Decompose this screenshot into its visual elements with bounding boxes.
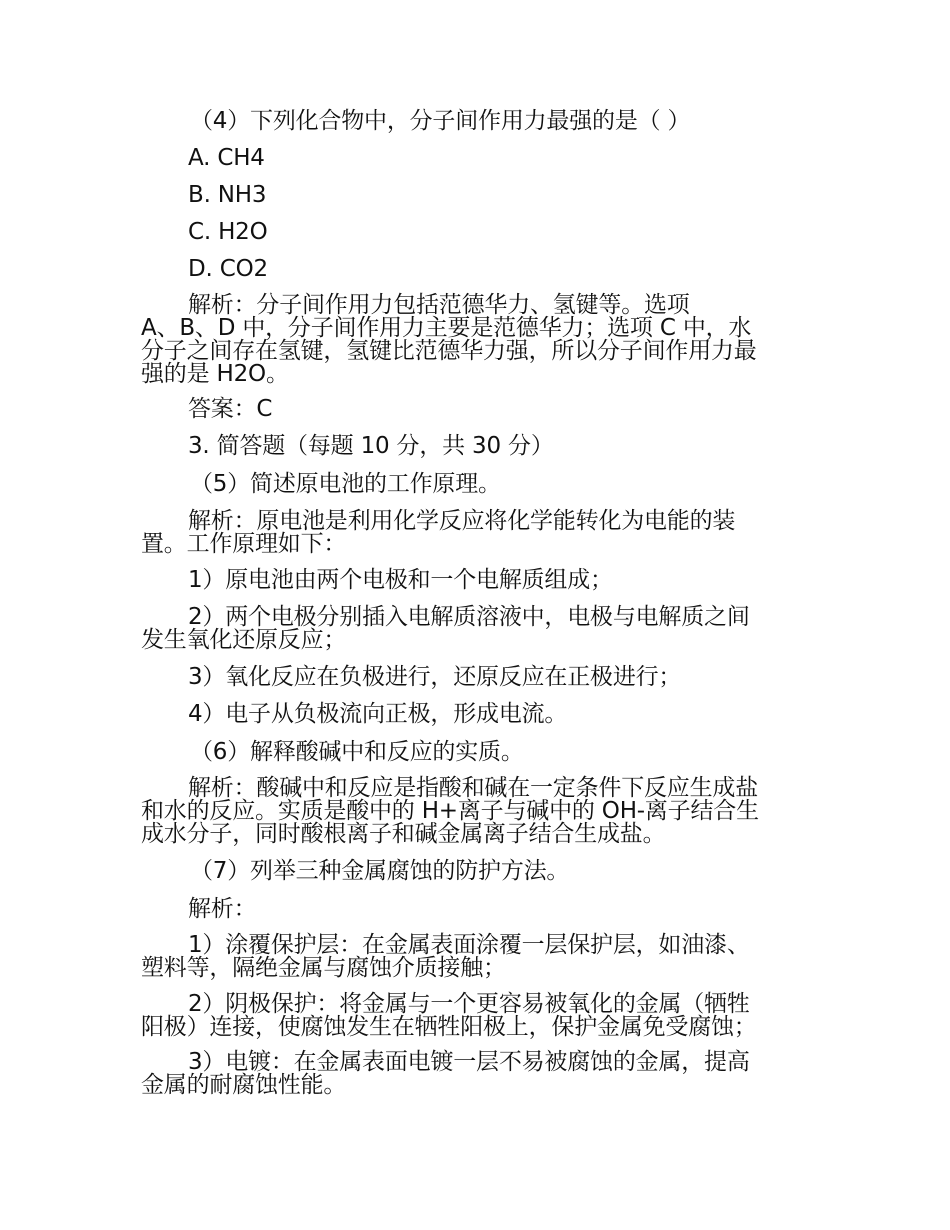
q7-point-1-line-1: 1）涂覆保护层：在金属表面涂覆一层保护层，如油漆、 (188, 932, 750, 958)
q6-question: （6）解释酸碱中和反应的实质。 (190, 739, 524, 765)
q5-analysis-line-2: 置。工作原理如下： (141, 531, 347, 557)
q7-analysis-label: 解析： (188, 896, 257, 922)
q4-question: （4）下列化合物中，分子间作用力最强的是（ ） (190, 108, 691, 134)
q7-question: （7）列举三种金属腐蚀的防护方法。 (190, 858, 570, 884)
q5-point-1: 1）原电池由两个电极和一个电解质组成； (188, 567, 613, 593)
q6-analysis-line-2: 和水的反应。实质是酸中的 H+离子与碱中的 OH-离子结合生 (141, 798, 759, 824)
q6-analysis-line-1: 解析：酸碱中和反应是指酸和碱在一定条件下反应生成盐 (188, 775, 759, 801)
q4-option-d: D. CO2 (188, 256, 268, 282)
q4-option-c: C. H2O (188, 219, 268, 245)
q7-point-2-line-2: 阳极）连接，使腐蚀发生在牺牲阳极上，保护金属免受腐蚀； (141, 1014, 757, 1040)
q5-question: （5）简述原电池的工作原理。 (190, 471, 501, 497)
q4-analysis-line-3: 分子之间存在氢键，氢键比范德华力强，所以分子间作用力最 (141, 338, 757, 364)
q4-analysis-line-1: 解析：分子间作用力包括范德华力、氢键等。选项 (188, 292, 690, 318)
q7-point-1-line-2: 塑料等，隔绝金属与腐蚀介质接触； (141, 955, 506, 981)
section-heading: 3. 简答题（每题 10 分，共 30 分） (188, 433, 554, 459)
q7-point-2-line-1: 2）阴极保护：将金属与一个更容易被氧化的金属（牺牲 (188, 991, 750, 1017)
q5-analysis-line-1: 解析：原电池是利用化学反应将化学能转化为电能的装 (188, 508, 736, 534)
q5-point-2-line-1: 2）两个电极分别插入电解质溶液中，电极与电解质之间 (188, 604, 750, 630)
q5-point-2-line-2: 发生氧化还原反应； (141, 627, 347, 653)
q4-analysis-line-2: A、B、D 中，分子间作用力主要是范德华力；选项 C 中，水 (141, 315, 752, 341)
q4-answer: 答案：C (188, 396, 273, 422)
q6-analysis-line-3: 成水分子，同时酸根离子和碱金属离子结合生成盐。 (141, 821, 666, 847)
q4-option-b: B. NH3 (188, 182, 267, 208)
q7-point-3-line-2: 金属的耐腐蚀性能。 (141, 1072, 347, 1098)
q7-point-3-line-1: 3）电镀：在金属表面电镀一层不易被腐蚀的金属，提高 (188, 1049, 750, 1075)
q5-point-4: 4）电子从负极流向正极，形成电流。 (188, 701, 568, 727)
q5-point-3: 3）氧化反应在负极进行，还原反应在正极进行； (188, 664, 682, 690)
q4-option-a: A. CH4 (188, 145, 265, 171)
q4-analysis-line-4: 强的是 H2O。 (141, 361, 289, 387)
